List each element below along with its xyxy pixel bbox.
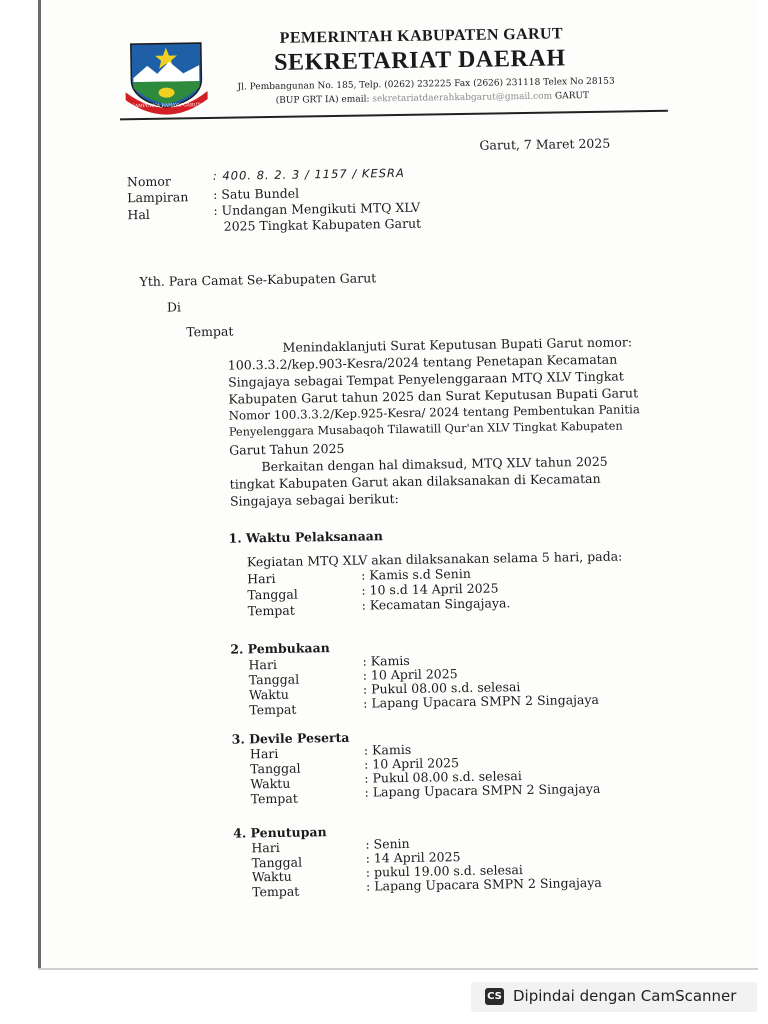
camscanner-icon: CS xyxy=(485,988,504,1005)
field-label: Hari xyxy=(249,745,279,762)
field-value: : pukul 19.00 s.d. selesai xyxy=(365,862,523,880)
field-value: : Pukul 08.00 s.d. selesai xyxy=(364,768,522,786)
section-title: 2. Pembukaan xyxy=(230,640,330,657)
contact-suffix: GARUT xyxy=(554,90,590,102)
field-value: : Kamis xyxy=(363,741,412,758)
field-value: : Kamis xyxy=(362,652,410,669)
addressee-line1: Yth. Para Camat Se-Kabupaten Garut xyxy=(139,270,377,290)
nomor-label: Nomor xyxy=(126,173,171,190)
camscanner-text: Dipindai dengan CamScanner xyxy=(513,987,737,1005)
field-label: Tempat xyxy=(250,790,298,807)
letter-date: Garut, 7 Maret 2025 xyxy=(479,135,611,153)
camscanner-watermark xyxy=(471,982,757,1012)
letterhead-address: Jl. Pembangunan No. 185, Telp. (0262) 232225 Fax (2626) 231118 Telex No 28153 xyxy=(237,76,615,93)
body-p1-line: Singajaya sebagai Tempat Penyelenggaraan MTQ XLV Tingkat xyxy=(228,368,624,390)
field-value: : Lapang Upacara SMPN 2 Singajaya xyxy=(365,874,602,894)
field-label: Hari xyxy=(251,839,280,856)
contact-prefix: (BUP GRT IA) email: xyxy=(275,94,370,106)
letterhead-government: PEMERINTAH KABUPATEN GARUT xyxy=(279,25,564,47)
body-p1-line: Menindaklanjuti Surat Keputusan Bupati Garut nomor: xyxy=(282,334,633,355)
addressee-line2: Di xyxy=(166,299,182,315)
field-label: Waktu xyxy=(251,868,292,885)
field-value: : Kamis s.d Senin xyxy=(361,565,471,583)
body-p1-line: Garut Tahun 2025 xyxy=(229,440,345,458)
field-label: Waktu xyxy=(250,775,291,792)
field-value: : Lapang Upacara SMPN 2 Singajaya xyxy=(363,691,600,711)
section-title: 3. Devile Peserta xyxy=(231,729,350,747)
nomor-value: : 400. 8. 2. 3 / 1157 / KESRA xyxy=(212,165,405,183)
field-label: Tempat xyxy=(252,883,300,900)
field-label: Hari xyxy=(247,570,276,587)
field-value: : Kecamatan Singajaya. xyxy=(361,595,511,613)
field-label: Tempat xyxy=(247,602,295,619)
lampiran-label: Lampiran xyxy=(127,189,189,206)
field-value: : 10 s.d 14 April 2025 xyxy=(361,580,499,598)
field-label: Tanggal xyxy=(251,854,303,871)
lampiran-value: : Satu Bundel xyxy=(213,185,300,202)
hal-value: : Undangan Mengikuti MTQ XLV xyxy=(213,199,421,218)
body-p1-line: Kabupaten Garut tahun 2025 dan Surat Keputusan Bupati Garut xyxy=(228,385,639,407)
field-value: : 14 April 2025 xyxy=(365,849,461,866)
section-title: 4. Penutupan xyxy=(233,824,327,841)
addressee-line3: Tempat xyxy=(186,323,234,340)
field-value: : 10 April 2025 xyxy=(362,666,458,683)
hal-value-cont: 2025 Tingkat Kabupaten Garut xyxy=(223,215,422,234)
field-label: Tanggal xyxy=(250,760,301,777)
field-value: : Pukul 08.00 s.d. selesai xyxy=(362,679,521,697)
emblem-motto: SAMPURNA RAHAYU GARUT xyxy=(131,103,201,110)
field-label: Waktu xyxy=(248,686,290,703)
body-p1-line: Nomor 100.3.3.2/Kep.925-Kesra/ 2024 tentang Pembentukan Panitia xyxy=(228,402,640,423)
body-p2-line: Singajaya sebagai berikut: xyxy=(229,491,399,509)
field-value: : 10 April 2025 xyxy=(364,755,460,772)
field-value: : Senin xyxy=(365,835,410,852)
body-p1-line: 100.3.3.2/kep.903-Kesra/2024 tentang Penetapan Kecamatan xyxy=(227,351,618,373)
body-p2-line: tingkat Kabupaten Garut akan dilaksanakan di Kecamatan xyxy=(229,470,601,492)
field-label: Tempat xyxy=(249,701,297,718)
contact-email: sekretariatdaerahkabgarut@gmail.com xyxy=(372,91,553,105)
section-title: 1. Waktu Pelaksanaan xyxy=(228,528,384,546)
letterhead-office: SEKRETARIAT DAERAH xyxy=(273,45,566,76)
field-value: : Lapang Upacara SMPN 2 Singajaya xyxy=(364,780,601,800)
letterhead-contact xyxy=(276,91,589,106)
body-p1-line: Penyelenggara Musabaqoh Tilawatill Qur'an XLV Tingkat Kabupaten xyxy=(228,419,623,439)
field-label: Hari xyxy=(248,656,278,673)
field-label: Tanggal xyxy=(247,586,298,603)
section-intro: Kegiatan MTQ XLV akan dilaksanakan selama 5 hari, pada: xyxy=(246,548,623,570)
body-p2-line: Berkaitan dengan hal dimaksud, MTQ XLV tahun 2025 xyxy=(261,453,608,475)
field-label: Tanggal xyxy=(248,671,300,688)
hal-label: Hal xyxy=(127,206,150,223)
